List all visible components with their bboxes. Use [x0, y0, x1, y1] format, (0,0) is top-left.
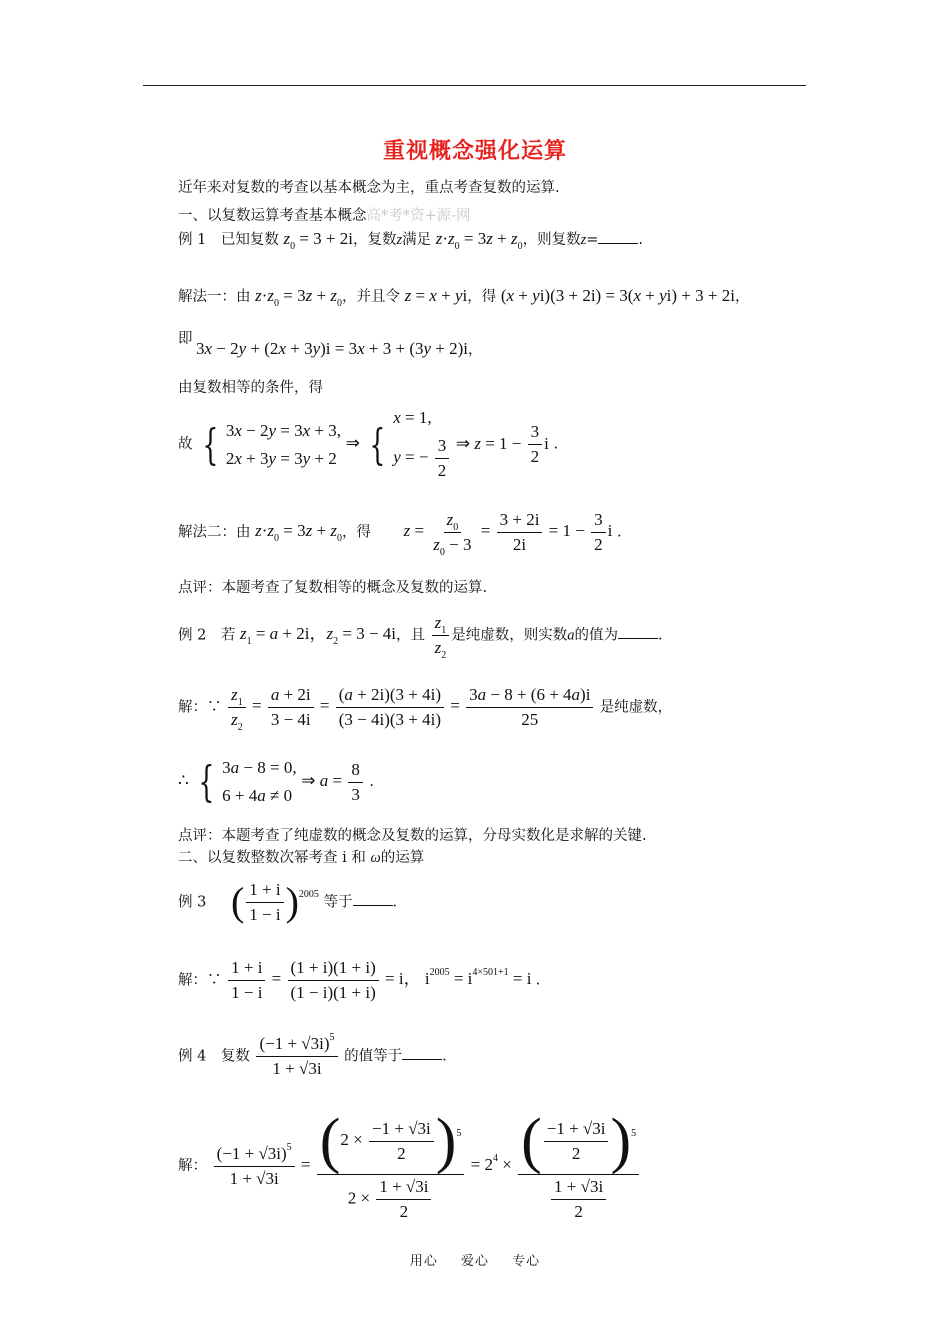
solution-3: 解：∵ $\frac{z_1}{z_2}$ = $\frac{a + 2i}{3 - 4i}$ = $\frac{(a + 2i)(3 + 4i)}{(3 - 4i)(3 + 4i)}$ = $\frac{3a - 8 + (6 + 4a)i}{25}$ 是纯虚数，: [178, 685, 673, 733]
section-2-text: 二、以复数整数次幂考查 i 和: [178, 850, 366, 866]
page-footer: [0, 1250, 950, 1269]
ex1-ask2: =: [586, 232, 599, 248]
sol2-label: 解法二：由: [178, 524, 251, 541]
sol3-tail: 是纯虚数，: [599, 699, 673, 716]
sol1-eq1: $z\cdot z_0 = 3z + z_0$: [255, 286, 342, 309]
ex2-tail2: 的值为: [574, 627, 618, 644]
ex1-label: 例 1 已知复数: [178, 232, 279, 248]
solution-2: 解法二：由 $z\cdot z_0 = 3z + z_0$，得 z = $\frac{z_0}{z_0 - 3}$ = $\frac{3 + 2i}{2i}$ = 1 − $\frac{3}{2}$ i .: [178, 510, 622, 558]
footer-word-2: 爱心: [460, 1254, 489, 1269]
ex1-condition: $z\cdot z_0 = 3z + z_0$: [435, 229, 523, 252]
page-title: 重视概念强化运算: [382, 138, 567, 164]
ex1-given: $z_0 = 3 + 2i$: [283, 229, 353, 252]
example-2: 例 2 若 $z_1 = a + 2i$，$z_2 = 3 - 4i$，且 $\frac{z_1}{z_2}$ 是纯虚数，则实数a的值为 .: [178, 613, 663, 661]
solution-5: 解： $\frac{(-1 + √3i)^5}{1 + √3i}$ = (2 × $\frac{-1 + √3i}{2}$ )$^5$ 2 × $\frac{1 + √3i}{2}$ = $2^4$ × ( $\frac{-1 + √3i}{2}$ )$^5$ $\frac{1 + √3i}{2}$: [178, 1110, 641, 1222]
sol2-mid: ，得: [341, 524, 371, 541]
omega-symbol: ω: [370, 850, 381, 866]
sol1-mid2: ，得: [467, 289, 497, 305]
solution-4: 解：∵ $\frac{1 + i}{1 - i}$ = $\frac{(1 + i)(1 + i)}{(1 - i)(1 + i)}$ = i， $i^{2005} = i^{4\times 501+1} = i$ .: [178, 958, 541, 1002]
sol1-label: 解法一：由: [178, 289, 251, 305]
solution-1: 解法一：由 $z\cdot z_0 = 3z + z_0$，并且令 z = x + yi，得 (x + yi)(3 + 2i) = 3(x + yi) + 3 + 2i，: [178, 286, 750, 309]
solution-1-ji: [178, 327, 193, 348]
ex3-label: 例 3: [178, 894, 207, 911]
footer-word-3: 专心: [512, 1254, 541, 1269]
ex4-tail: 的值等于: [344, 1048, 403, 1065]
section-1-text: 一、以复数运算考查基本概念: [178, 208, 367, 224]
section-2-tail: 的运算: [380, 850, 425, 866]
sol1-mid: ，并且令: [341, 289, 400, 305]
system-2: { x = 1, y = − $\frac{3}{2}$: [364, 408, 451, 481]
sol1-eq3: (x + yi)(3 + 2i) = 3(x + yi) + 3 + 2i: [500, 286, 735, 305]
sol1-ji: 即: [178, 331, 193, 347]
solution-1-condition: 由复数相等的条件，得: [178, 380, 323, 396]
comment-2: 点评：本题考查了纯虚数的概念及复数的运算，分母实数化是求解的关键.: [178, 828, 647, 844]
ex4-label: 例 4 复数: [178, 1048, 250, 1065]
sol1-gu: 故: [178, 436, 193, 453]
section-heading-2: [178, 846, 424, 867]
sol3-label: 解：∵: [178, 699, 222, 716]
sol1-eq2: z = x + yi: [404, 286, 468, 305]
example-4: 例 4 复数 $\frac{(-1 + √3i)^5}{1 + √3i}$ 的值等于 .: [178, 1032, 447, 1078]
comment-1: 点评：本题考查了复数相等的概念及复数的运算.: [178, 580, 488, 596]
ex1-ask: ，则复数: [522, 232, 581, 248]
sol5-label: 解：: [178, 1157, 207, 1174]
solution-1-system: 故 { 3x − 2y = 3x + 3, 2x + 3y = 3y + 2 ⇒ { x = 1, y = − $\frac{3}{2}$ ⇒ z = 1 − $\frac{3}{2}$ i .: [178, 408, 559, 480]
example-3: 例 3 ( $\frac{1 + i}{1 - i}$ )$^{2005}$ 等于 .: [178, 879, 398, 925]
footer-word-1: 用心: [409, 1254, 438, 1269]
answer-blank: [598, 243, 638, 244]
ex2-tail: 是纯虚数，则实数: [451, 627, 568, 644]
ex2-label: 例 2 若: [178, 627, 236, 644]
ex1-mid2: 满足: [402, 232, 432, 248]
watermark-text: 高*考*资+源-网: [366, 208, 471, 224]
header-rule: [143, 85, 806, 86]
ex1-mid: ，复数: [352, 232, 397, 248]
example-1: 例 1 已知复数 $z_0 = 3 + 2i$，复数z满足 $z\cdot z_0 = 3z + z_0$，则复数z= .: [178, 229, 644, 252]
solution-3-system: ∴ { 3a − 8 = 0, 6 + 4a ≠ 0 ⇒ a = $\frac{8}{3}$ .: [178, 757, 375, 806]
section-heading-1: [178, 204, 471, 225]
system-1: { 3x − 2y = 3x + 3, 2x + 3y = 3y + 2: [202, 419, 342, 469]
intro-paragraph: 近年来对复数的考查以基本概念为主，重点考查复数的运算.: [178, 180, 560, 196]
ex3-tail: 等于: [323, 894, 353, 911]
ex2-mid: ，且: [396, 627, 426, 644]
solution-1-expanded: 3x − 2y + (2x + 3y)i = 3x + 3 + (3y + 2)i，: [196, 339, 483, 358]
sol4-label: 解：∵: [178, 972, 222, 989]
ex3-exponent: 2005: [298, 889, 319, 901]
